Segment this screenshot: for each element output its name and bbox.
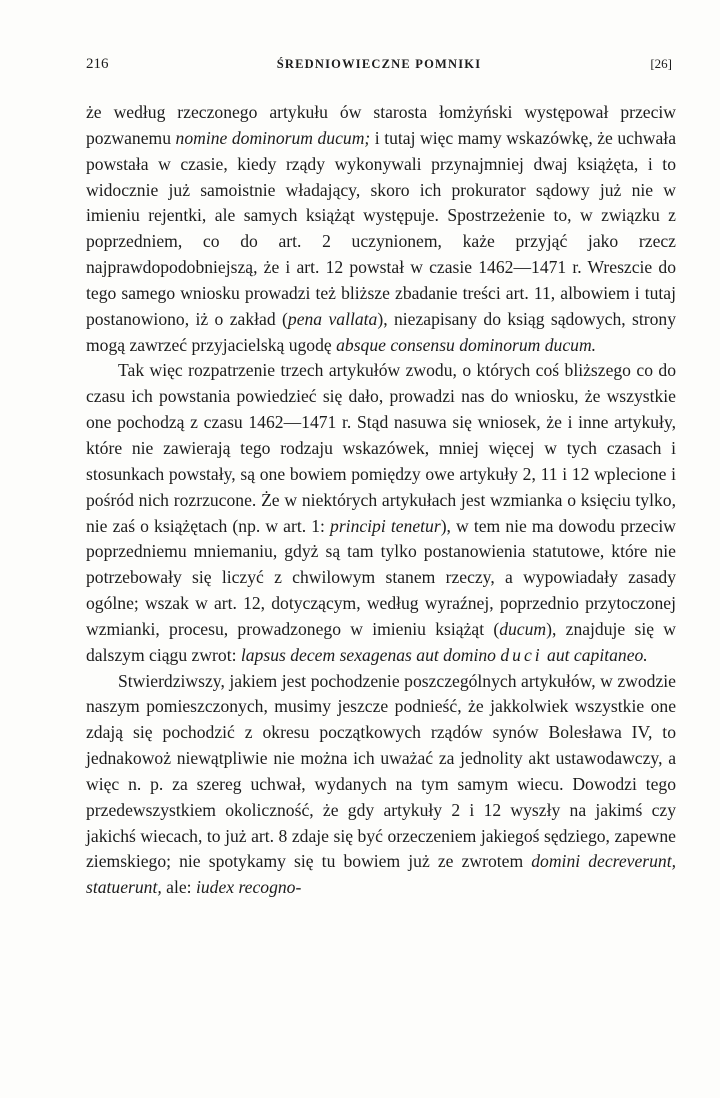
text-run: ), niezapisany do ksiąg sądowych, strony mogą zawrzeć przyjacielską ugodę xyxy=(86,308,676,355)
page-number: 216 xyxy=(86,56,109,72)
italic-run: aut capitaneo. xyxy=(542,644,648,665)
text-run: że według rzeczonego artykułu ów starosta łomżyński występował przeciw pozwanemu xyxy=(86,102,676,148)
italic-run: nomine dominorum ducum; xyxy=(175,127,371,148)
italic-run: pena vallata xyxy=(287,308,378,329)
running-header xyxy=(86,56,672,78)
paragraph xyxy=(86,669,676,902)
section-marker: [26] xyxy=(650,56,672,71)
body-text xyxy=(86,100,676,901)
italic-run: iudex recogno- xyxy=(195,877,302,898)
italic-run: duci xyxy=(500,644,543,665)
text-run: Tak więc rozpatrzenie trzech artykułów zwodu, o których coś bliższego co do czasu ich powstania powiedzieć się dało, prowadzi nas do wniosku, że wszystkie one pochodzą z czasu 1462—1471 r. Stąd nasuwa się wniosek, że i inne artykuły, które nie zawierają tego rodzaju wskazówek, mniej więcej w tych czasach i stosunkach powstały, są one bowiem pomiędzy owe artykuły 2, 11 i 12 wplecione i pośród nich rozrzucone. Że w niektórych artykułach jest wzmianka o księciu tylko, nie zaś o książętach (np. w art. 1: xyxy=(86,360,676,536)
text-run: ale: xyxy=(161,877,196,898)
running-title: ŚREDNIOWIECZNE POMNIKI xyxy=(276,57,482,71)
italic-run: absque consensu dominorum ducum. xyxy=(336,334,597,355)
italic-run: domini decreverunt, statuerunt, xyxy=(86,851,676,898)
text-run: ), znajduje się w dalszym ciągu zwrot: xyxy=(86,618,676,665)
italic-run: lapsus decem sexagenas aut domino xyxy=(240,644,501,665)
text-run: ), w tem nie ma dowodu przeciw poprzedniemu mniemaniu, gdyż są tam tylko postanowienia statutowe, które nie potrzebowały się liczyć z chwilowym stanem rzeczy, a wypowiadały zasady ogólne; wszak w art. 12, dotyczącym, według wyraźnej, poprzednio przytoczonej wzmianki, procesu, prowadzonego w imieniu książąt ( xyxy=(86,515,676,639)
paragraph xyxy=(86,100,676,358)
italic-run: ducum xyxy=(499,618,547,639)
italic-run: principi tenetur xyxy=(330,515,441,536)
text-run: i tutaj więc mamy wskazówkę, że uchwała powstała w czasie, kiedy rządy wykonywali przynajmniej dwaj książęta, i to widocznie już samoistnie władający, skoro ich prokurator sądowy już nie w imieniu rejentki, ale samych książąt występuje. Spostrzeżenie to, w związku z poprzedniem, co do art. 2 uczynionem, każe przyjąć jako rzecz najprawdopodobniejszą, że i art. 12 powstał w czasie 1462—1471 r. Wreszcie do tego samego wniosku prowadzi też bliższe zbadanie treści art. 11, albowiem i tutaj postanowiono, iż o zakład ( xyxy=(86,127,676,329)
text-run: Stwierdziwszy, jakiem jest pochodzenie poszczególnych artykułów, w zwodzie naszym pomieszczonych, musimy jeszcze podnieść, że jakkolwiek wszystkie one zdają się pochodzić z okresu początkowych rządów synów Bolesława IV, to jednakowoż niewątpliwie nie można ich uważać za jednolity akt ustawodawczy, a więc n. p. za szereg uchwał, wydanych na tym samym wiecu. Dowodzi tego przedewszystkiem okoliczność, że gdy artykuły 2 i 12 wyszły na jakimś czy jakichś wiecach, to już art. 8 zdaje się być orzeczeniem jakiegoś sędziego, zapewne ziemskiego; nie spotykamy się tu bowiem już ze zwrotem xyxy=(86,670,676,872)
paragraph xyxy=(86,358,676,668)
